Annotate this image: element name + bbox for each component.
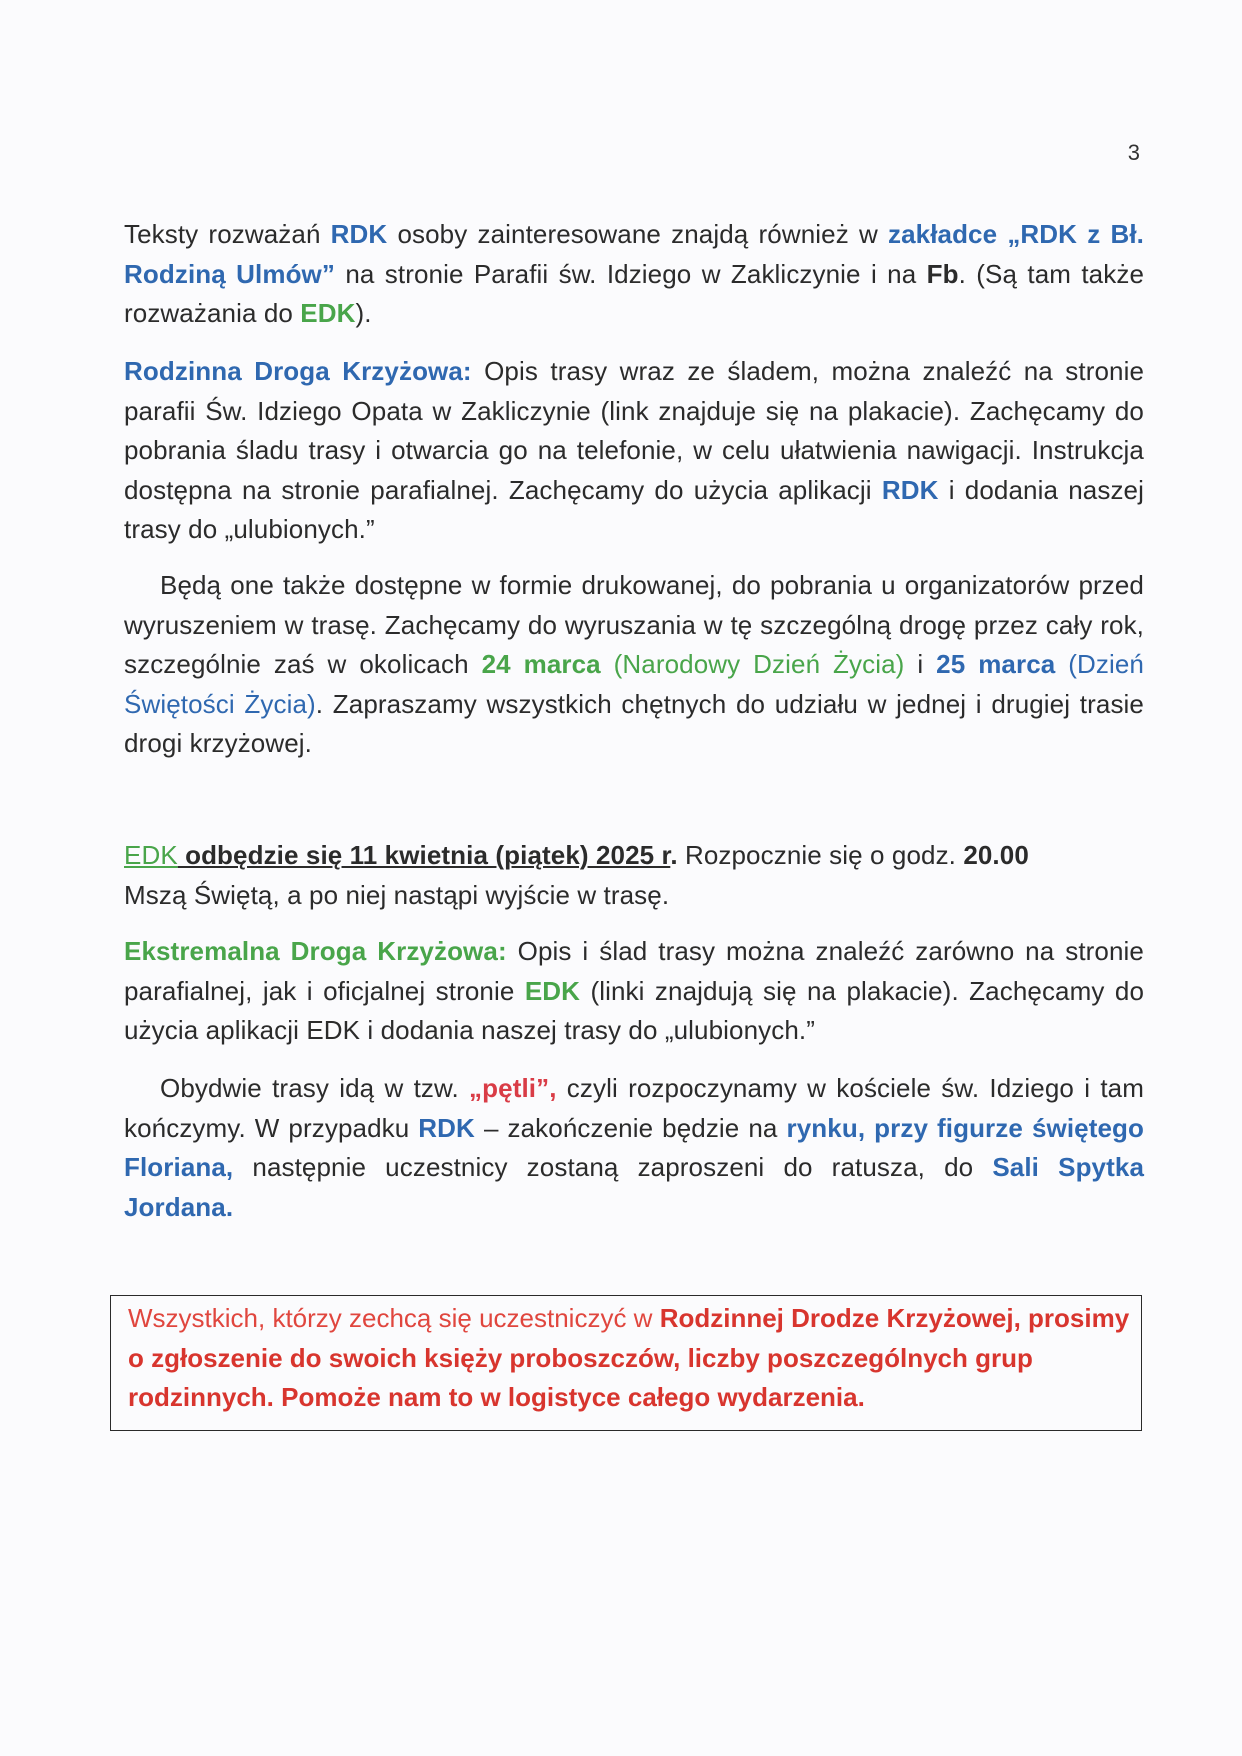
- location-highlight: rynku, przy figurze świętego Floriana,: [124, 1112, 1144, 1182]
- location-highlight: Sali Spytka Jordana.: [124, 1152, 1144, 1222]
- edk-label: EDK: [300, 298, 356, 328]
- section-heading: Rodzinna Droga Krzyżowa:: [124, 356, 472, 386]
- text: – zakończenie będzie na: [474, 1112, 787, 1143]
- text: następnie uczestnicy zostaną zaproszeni do ratusza, do: [233, 1152, 993, 1182]
- paragraph-edk-date: [124, 836, 1144, 915]
- text: i: [904, 649, 937, 679]
- date-description: (Narodowy Dzień Życia): [600, 649, 905, 679]
- text: Będą one także dostępne w formie drukowanej, do pobrania u organizatorów przed wyruszeniem w trasę. Zachęcamy do wyruszania w tę szczególną drogę przez cały rok, szczególnie zaś w okolicach: [124, 570, 1144, 679]
- rdk-label: RDK: [418, 1112, 475, 1143]
- text: . Zapraszamy wszystkich chętnych do udziału w jednej i drugiej trasie drogi krzyżowej.: [124, 688, 1144, 758]
- event-time: 20.00: [963, 840, 1029, 870]
- date-highlight: 24 marca: [481, 649, 601, 679]
- page-number: 3: [1127, 140, 1140, 165]
- paragraph-printed-form: [124, 566, 1144, 764]
- notice-highlight: Rodzinnej Drodze Krzyżowej, prosimy o zgłoszenie do swoich księży proboszczów, liczby poszczególnych grup rodzinnych. Pomoże nam to w logistyce całego wydarzenia.: [128, 1303, 1130, 1412]
- fb-label: Fb: [926, 258, 959, 289]
- paragraph-rdk-texts: [124, 215, 1144, 334]
- rdk-label: RDK: [881, 474, 939, 505]
- text: na stronie Parafii św. Idziego w Zakliczynie i na: [334, 258, 927, 289]
- text: Obydwie trasy idą w tzw.: [160, 1073, 470, 1103]
- paragraph-family-way: [124, 352, 1144, 550]
- text: Opis i ślad trasy można znaleźć zarówno na stronie parafialnej, jak i oficjalnej stronie: [124, 936, 1144, 1006]
- date-description: (Dzień Świętości Życia): [124, 649, 1144, 719]
- paragraph-loop-routes: [124, 1069, 1144, 1227]
- text: Teksty rozważań: [124, 219, 331, 249]
- edk-label: EDK: [124, 840, 178, 870]
- text: ).: [355, 298, 372, 328]
- paragraph-extreme-way: [124, 932, 1144, 1051]
- text: .: [670, 840, 678, 870]
- rdk-label: RDK: [330, 219, 388, 249]
- text: Rozpocznie się o godz.: [677, 840, 964, 870]
- registration-notice-box: [110, 1295, 1142, 1431]
- section-heading: Ekstremalna Droga Krzyżowa:: [124, 936, 507, 966]
- text: osoby zainteresowane znajdą również w: [387, 219, 888, 249]
- tab-reference: zakładce „RDK z Bł. Rodziną Ulmów”: [124, 219, 1144, 289]
- text: (linki znajdują się na plakacie). Zachęcamy do użycia aplikacji EDK i dodania naszej trasy do „ulubionych.”: [124, 975, 1145, 1045]
- notice-text: Wszystkich, którzy zechcą się uczestniczyć w: [128, 1303, 660, 1333]
- text: czyli rozpoczynamy w kościele św. Idziego i tam kończymy. W przypadku: [124, 1073, 1144, 1143]
- text: Opis trasy wraz ze śladem, można znaleźć na stronie parafii Św. Idziego Opata w Zakliczynie (link znajduje się na plakacie). Zachęcamy do pobrania śladu trasy i otwarcia go na telefonie, w celu ułatwienia nawigacji. Instrukcja dostępna na stronie parafialnej. Zachęcamy do użycia aplikacji: [124, 356, 1145, 505]
- event-date: odbędzie się 11 kwietnia (piątek) 2025 r: [177, 840, 671, 870]
- edk-label: EDK: [524, 975, 581, 1006]
- text: i dodania naszej trasy do „ulubionych.”: [124, 474, 1144, 544]
- text: Mszą Świętą, a po niej nastąpi wyjście w trasę.: [124, 879, 670, 910]
- date-highlight: 25 marca: [936, 649, 1056, 679]
- loop-highlight: „pętli”,: [469, 1073, 557, 1103]
- text: . (Są tam także rozważania do: [124, 258, 1145, 328]
